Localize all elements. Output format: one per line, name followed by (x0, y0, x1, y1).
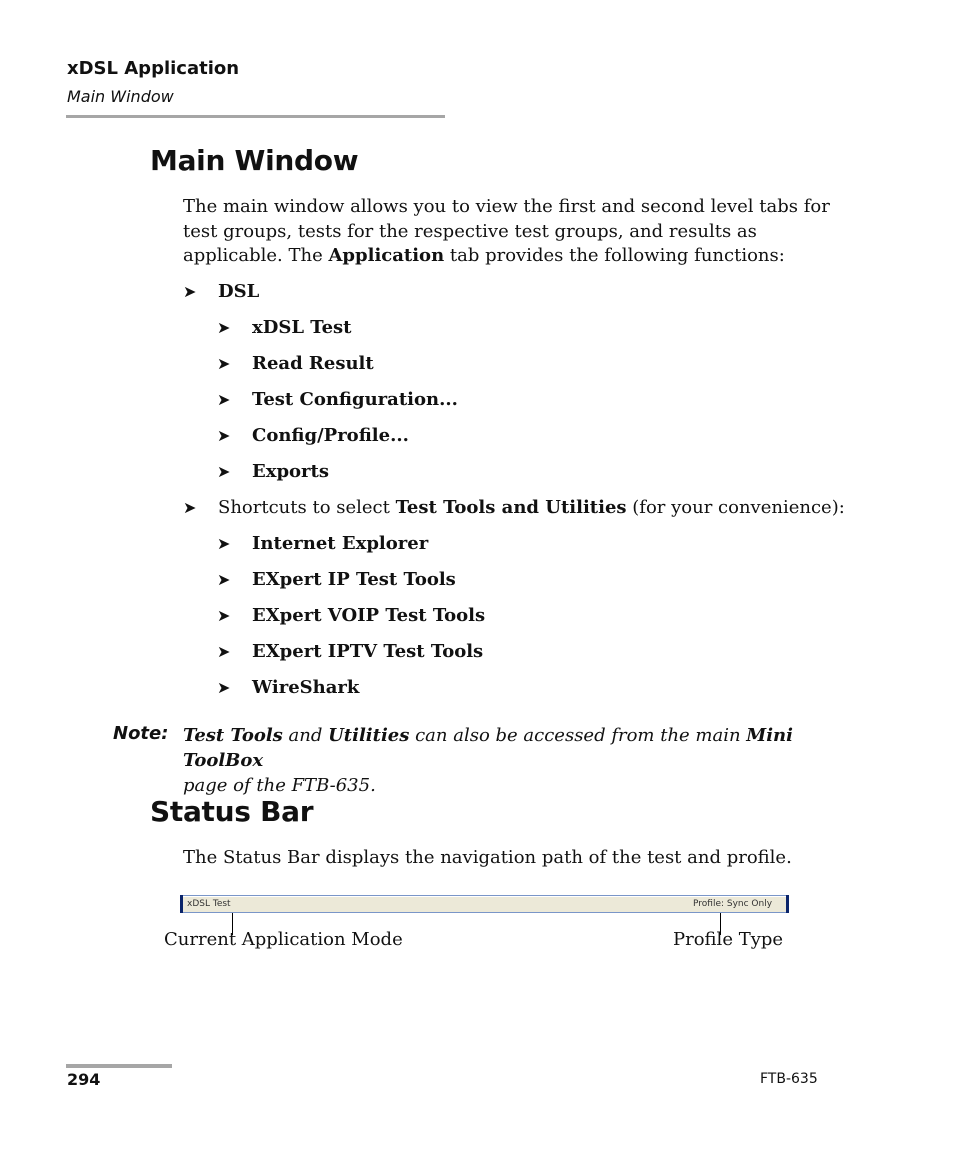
intro-text-2: tab provides the following functions: (444, 245, 785, 266)
arrow-bullet-icon: ➤ (183, 498, 197, 517)
arrow-bullet-icon: ➤ (217, 570, 231, 589)
status-bar-description: The Status Bar displays the navigation path of the test and profile. (183, 847, 792, 868)
status-bar-mode-text: xDSL Test (187, 899, 231, 909)
note-text (183, 723, 833, 798)
list-item-label: xDSL Test (252, 317, 352, 338)
arrow-bullet-icon: ➤ (217, 678, 231, 697)
arrow-bullet-icon: ➤ (217, 642, 231, 661)
running-header-title: xDSL Application (67, 58, 240, 79)
note-bold-utilities: Utilities (328, 725, 410, 746)
status-bar-heading: Status Bar (150, 795, 314, 828)
arrow-bullet-icon: ➤ (183, 282, 197, 301)
note-text-1: and (282, 725, 329, 746)
list-item-label: Test Configuration... (252, 389, 458, 410)
running-header-subtitle: Main Window (67, 87, 174, 106)
arrow-bullet-icon: ➤ (217, 426, 231, 445)
list-item-label: Config/Profile... (252, 425, 409, 446)
arrow-bullet-icon: ➤ (217, 534, 231, 553)
status-bar-profile-text: Profile: Sync Only (693, 899, 773, 909)
arrow-bullet-icon: ➤ (217, 390, 231, 409)
list-item-label: EXpert VOIP Test Tools (252, 605, 486, 626)
note-bold-mini-toolbox: Mini ToolBox (183, 725, 793, 771)
list-item-label (218, 497, 845, 519)
main-window-heading: Main Window (150, 144, 359, 177)
header-rule (66, 115, 445, 118)
intro-bold-application: Application (328, 245, 445, 266)
note-bold-test-tools: Test Tools (183, 725, 283, 746)
note-text-2: can also be accessed from the main (409, 725, 747, 746)
list-item-label: Internet Explorer (252, 533, 429, 554)
arrow-bullet-icon: ➤ (217, 318, 231, 337)
page-number: 294 (67, 1070, 101, 1089)
list-item-label: WireShark (252, 677, 360, 698)
status-bar-left-edge (180, 895, 183, 913)
footer-rule (66, 1064, 172, 1068)
status-bar-screenshot (180, 895, 789, 913)
arrow-bullet-icon: ➤ (217, 354, 231, 373)
list-item-label: Read Result (252, 353, 374, 374)
list-item-label: EXpert IP Test Tools (252, 569, 456, 590)
callout-profile-type: Profile Type (673, 929, 784, 950)
callout-current-application-mode: Current Application Mode (164, 929, 403, 950)
shortcuts-bold: Test Tools and Utilities (395, 497, 627, 518)
intro-text-1: The main window allows you to view the first and second level tabs for test groups, tests for the respective test groups, and results as applicable. The (183, 196, 830, 266)
arrow-bullet-icon: ➤ (217, 606, 231, 625)
arrow-bullet-icon: ➤ (217, 462, 231, 481)
note-label: Note: (113, 723, 169, 744)
list-item-label: Exports (252, 461, 329, 482)
shortcuts-text-post: (for your convenience): (626, 497, 845, 518)
list-item-label: DSL (218, 281, 260, 302)
note-text-3: page of the FTB-635. (183, 775, 376, 796)
list-item-label: EXpert IPTV Test Tools (252, 641, 484, 662)
shortcuts-text-pre: Shortcuts to select (218, 497, 396, 518)
main-window-intro (183, 195, 833, 269)
footer-model: FTB-635 (760, 1071, 818, 1087)
status-bar-right-edge (786, 895, 789, 913)
